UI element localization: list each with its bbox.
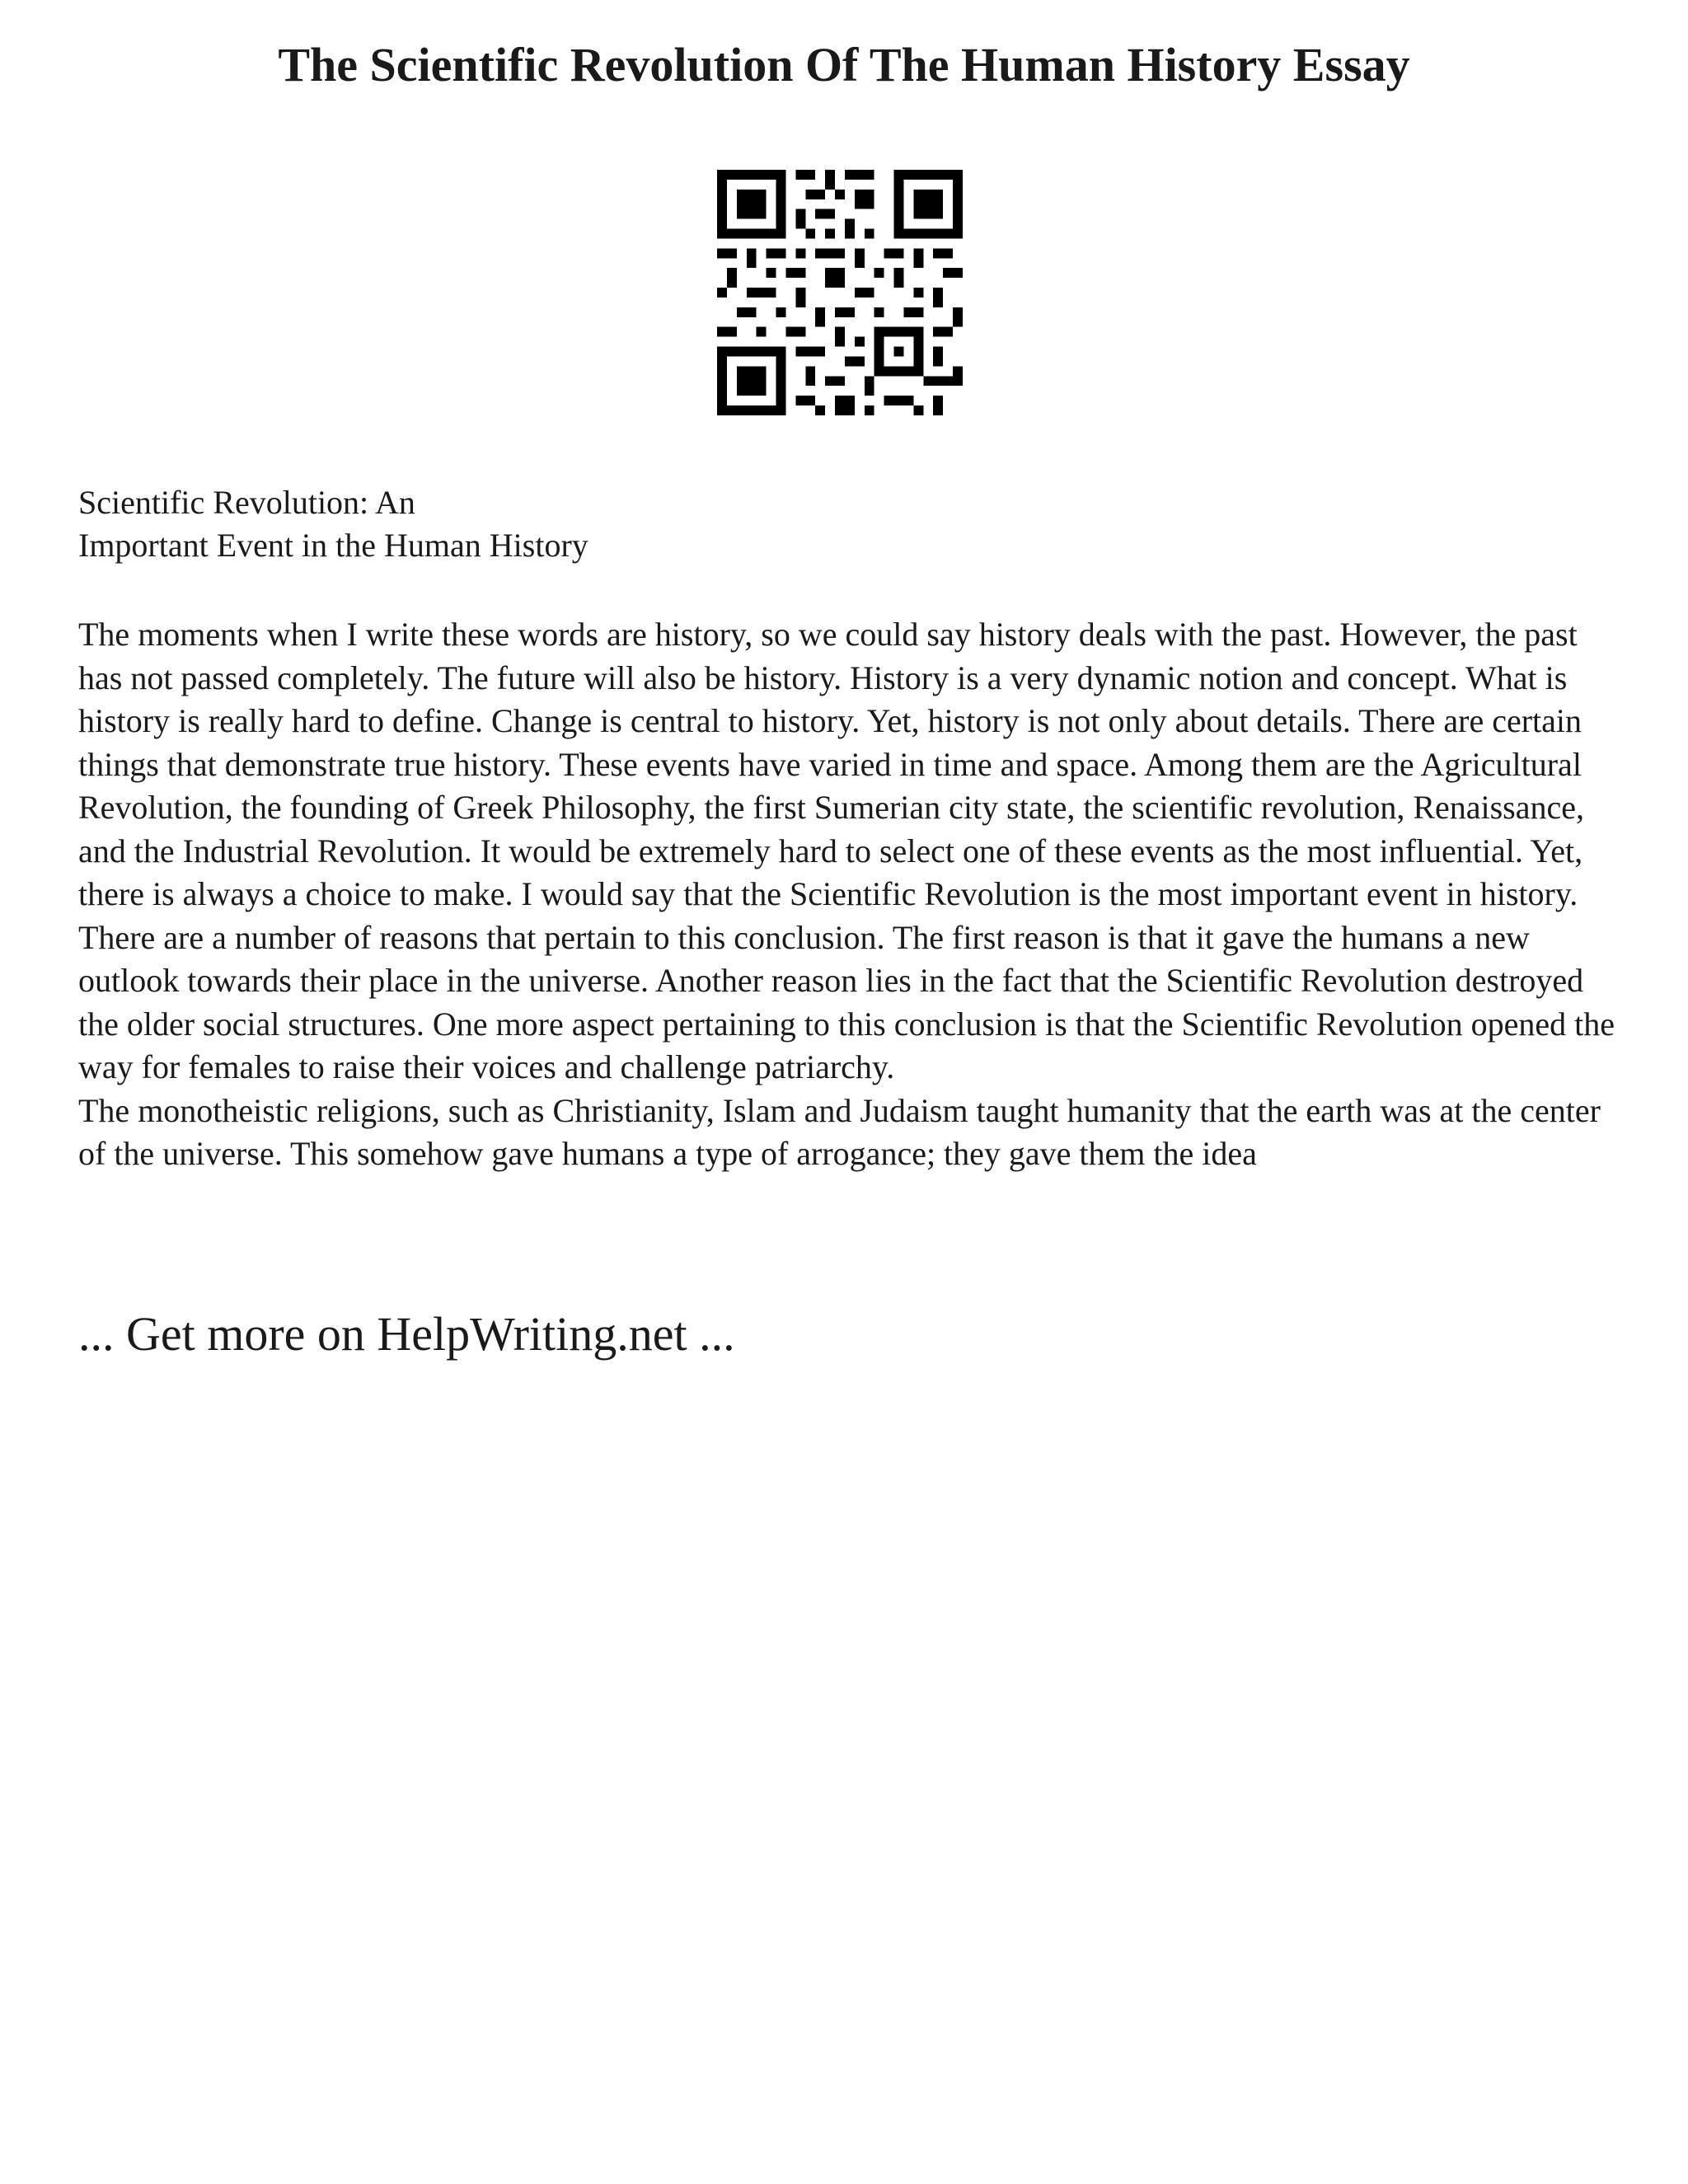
subheading-line-1: Scientific Revolution: An [78, 484, 415, 521]
paragraph-2: The monotheistic religions, such as Christianity, Islam and Judaism taught humanity that the earth was at the center of the universe. This somehow gave humans a type of arrogance; they gave them the idea [78, 1091, 1601, 1172]
get-more-link[interactable]: ... Get more on HelpWriting.net ... [78, 1307, 735, 1361]
subheading-line-2: Important Event in the Human History [78, 527, 588, 564]
qr-code-icon [717, 170, 963, 415]
essay-subheading [78, 481, 1611, 567]
essay-body [78, 613, 1620, 1176]
paragraph-1: The moments when I write these words are history, so we could say history deals with the past. However, the past has not passed completely. The future will also be history. History is a very dynamic notion and concept. What is history is really hard to define. Change is central to history. Yet, history is not only about details. There are certain things that demonstrate true history. These events have varied in time and space. Among them are the Agricultural Revolution, the founding of Greek Philosophy, the first Sumerian city state, the scientific revolution, Renaissance, and the Industrial Revolution. It would be extremely hard to select one of these events as the most influential. Yet, there is always a choice to make. I would say that the Scientific Revolution is the most important event in history. There are a number of reasons that pertain to this conclusion. The first reason is that it gave the humans a new outlook towards their place in the universe. Another reason lies in the fact that the Scientific Revolution destroyed the older social structures. One more aspect pertaining to this conclusion is that the Scientific Revolution opened the way for females to raise their voices and challenge patriarchy. [78, 616, 1615, 1085]
document-title: The Scientific Revolution Of The Human History Essay [278, 38, 1410, 91]
